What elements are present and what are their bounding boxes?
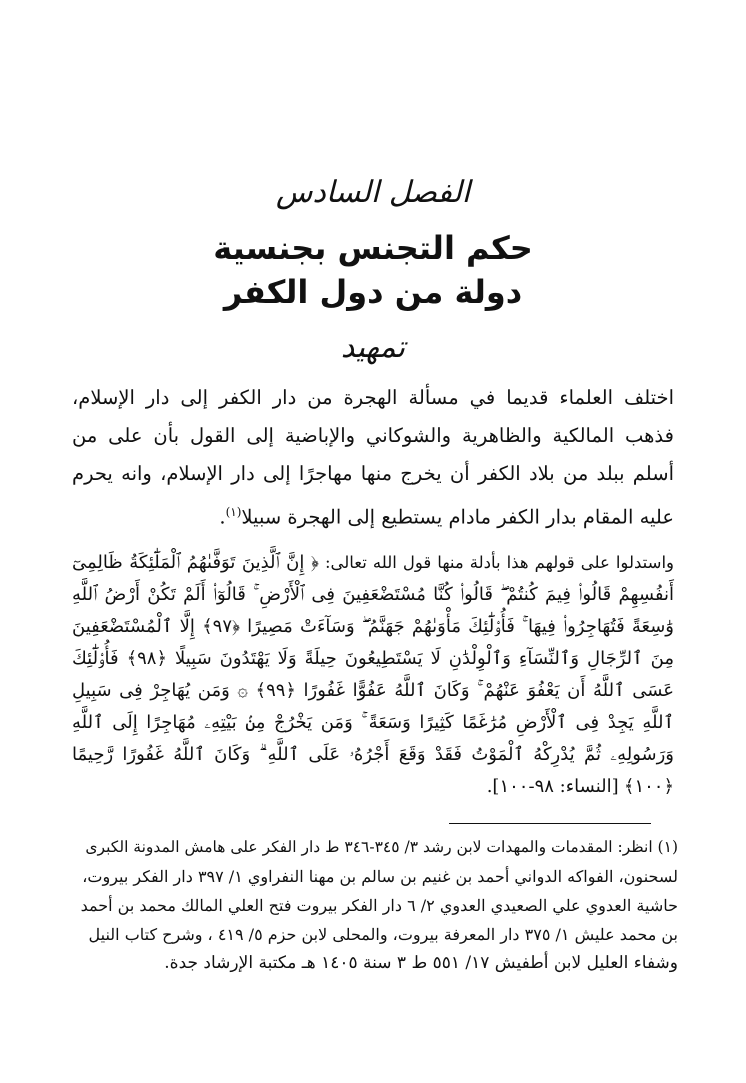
footnote-line: بن محمد عليش ١/ ٣٧٥ دار المعرفة بيروت، والمحلى لابن حزم ٥/ ٤١٩ ، وشرح كتاب النيل bbox=[88, 925, 678, 944]
footnote-divider bbox=[449, 823, 651, 824]
chapter-title-line-2: دولة من دول الكفر bbox=[223, 273, 523, 311]
paragraph-1-text: اختلف العلماء قديما في مسألة الهجرة من دار الكفر إلى دار الإسلام، فذهب المالكية والظاهرية والشوكاني والإباضية إلى القول بأن على من أسلم ببلد من بلاد الكفر أن يخرج منها مهاجرًا إلى دار الإسلام، وانه يحرم عليه المقام بدار الكفر مادام يستطيع إلى الهجرة سبيلا bbox=[72, 386, 674, 529]
footnote-marker: (١) bbox=[225, 505, 242, 519]
chapter-title-line-1: حكم التجنس بجنسية bbox=[213, 229, 533, 267]
footnote-line: (١) انظر: المقدمات والمهدات لابن رشد ٣/ ٣٤٥-٣٤٦ ط دار الفكر على هامش المدونة الكبرى bbox=[85, 838, 678, 856]
paragraph-2 bbox=[72, 547, 674, 803]
chapter-label: الفصل السادس bbox=[275, 175, 471, 210]
verse-reference: [النساء: ٩٨-١٠٠]. bbox=[486, 776, 619, 797]
intro-heading: تمهيد bbox=[340, 330, 406, 365]
footnote-line: وشفاء العليل لابن أطفيش ١٧/ ٥٥١ ط ٣ سنة ١٤٠٥ هـ مكتبة الإرشاد جدة. bbox=[164, 953, 678, 973]
quran-verse: ﴿ إِنَّ ٱلَّذِينَ تَوَفَّىٰهُمُ ٱلْمَلَٰٓئِكَةُ ظَالِمِىٓ أَنفُسِهِمْ قَالُوا۟ فِيمَ كُنتُمْ ۖ قَالُوا۟ كُنَّا مُسْتَضْعَفِينَ فِى ٱلْأَرْضِ ۚ قَالُوٓا۟ أَلَمْ تَكُنْ أَرْضُ ٱللَّهِ وَٰسِعَةً فَتُهَاجِرُوا۟ فِيهَا ۚ فَأُو۟لَٰٓئِكَ مَأْوَىٰهُمْ جَهَنَّمُ ۖ وَسَآءَتْ مَصِيرًا ﴿٩٧﴾ إِلَّا ٱلْمُسْتَضْعَفِينَ مِنَ ٱلرِّجَالِ وَٱلنِّسَآءِ وَٱلْوِلْدَٰنِ لَا يَسْتَطِيعُونَ حِيلَةً وَلَا يَهْتَدُونَ سَبِيلًا ﴿٩٨﴾ فَأُو۟لَٰٓئِكَ عَسَى ٱللَّهُ أَن يَعْفُوَ عَنْهُمْ ۚ وَكَانَ ٱللَّهُ عَفُوًّا غَفُورًا ﴿٩٩﴾ ۞ وَمَن يُهَاجِرْ فِى سَبِيلِ ٱللَّهِ يَجِدْ فِى ٱلْأَرْضِ مُرَٰغَمًا كَثِيرًا وَسَعَةً ۚ وَمَن يَخْرُجْ مِنۢ بَيْتِهِۦ مُهَاجِرًا إِلَى ٱللَّهِ وَرَسُولِهِۦ ثُمَّ يُدْرِكْهُ ٱلْمَوْتُ فَقَدْ وَقَعَ أَجْرُهُۥ عَلَى ٱللَّهِ ۗ وَكَانَ ٱللَّهُ غَفُورًا رَّحِيمًا ﴿١٠٠﴾ bbox=[72, 552, 674, 797]
footnote-line: لسحنون، الفواكه الدواني أحمد بن غنيم بن سالم بن مهنا النفراوي ١/ ٣٩٧ دار الفكر بيروت، bbox=[82, 867, 678, 886]
footnote-line: حاشية العدوي علي الصعيدي العدوي ٢/ ٦ دار الفكر بيروت فتح العلي المالك محمد بن أحمد bbox=[80, 896, 678, 915]
paragraph-1: اختلف العلماء قديما في مسألة الهجرة من دار الكفر إلى دار الإسلام، فذهب المالكية والظاهرية والشوكاني والإباضية إلى القول بأن على من أسلم ببلد من بلاد الكفر أن يخرج منها مهاجرًا إلى دار الإسلام، وانه يحرم عليه المقام بدار الكفر مادام يستطيع إلى الهجرة سبيلا$^{(١)}$. bbox=[72, 386, 674, 529]
footnotes bbox=[72, 833, 678, 978]
paragraph-2-intro: واستدلوا على قولهم هذا بأدلة منها قول الله تعالى: bbox=[324, 553, 674, 572]
